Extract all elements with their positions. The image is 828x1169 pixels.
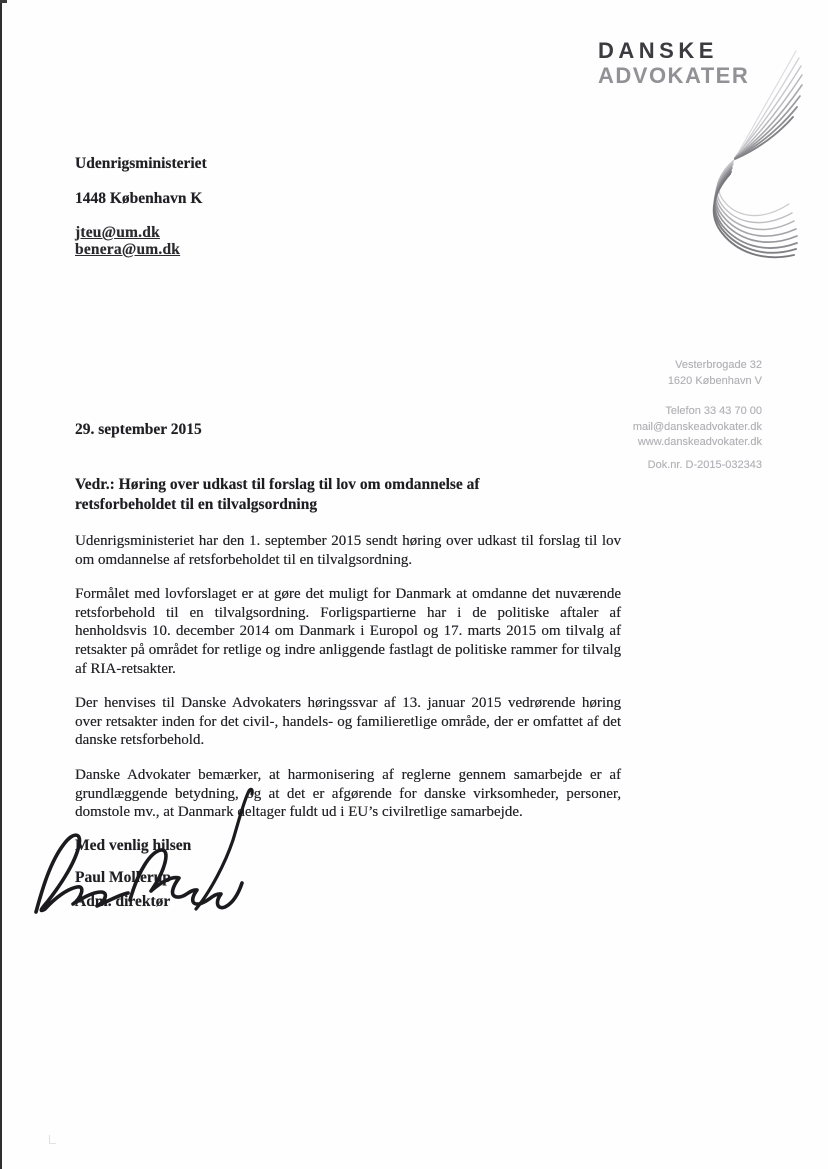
- signatory-title: Adm. direktør: [75, 893, 171, 910]
- sender-website: www.danskeadvokater.dk: [637, 436, 762, 448]
- sender-phone: Telefon 33 43 70 00: [665, 405, 762, 417]
- letter-body: [75, 532, 621, 838]
- closing-salutation: Med venlig hilsen: [75, 837, 192, 854]
- signatory-name: Paul Mollerup: [75, 869, 172, 886]
- scan-corner-artifact: [0, 0, 7, 3]
- letter-date: 29. september 2015: [75, 421, 202, 438]
- sender-contact-block: [633, 358, 762, 473]
- sender-email: mail@danskeadvokater.dk: [632, 420, 762, 433]
- logo-word-danske: DANSKE: [598, 38, 718, 63]
- sender-street: Vesterbrogade 32: [675, 359, 762, 371]
- quill-fan-icon: [703, 48, 805, 260]
- scan-edge-line: [0, 0, 2, 1169]
- logo-word-advokater: ADVOKATER: [598, 63, 750, 88]
- recipient-name: Udenrigsministeriet: [75, 155, 207, 172]
- paragraph-4: Danske Advokater bemærker, at harmonisering af reglerne gennem samarbejde er af grundlæggende betydning, og at det er afgørende for danske virksomheder, personer, domstole mv., at Danmark deltager fuldt ud i EU’s civilretlige samarbejde.: [75, 766, 621, 821]
- paragraph-1: Udenrigsministeriet har den 1. september 2015 sendt høring over udkast til forslag til lov om omdannelse af retsforbeholdet til en tilvalgsordning.: [75, 533, 621, 568]
- paragraph-2: Formålet med lovforslaget er at gøre det muligt for Danmark at omdanne det nuværende retsforbehold til en tilvalgsordning. Forligspartierne har i de politiske aftaler af henholdsvis 10. december 2014 om Danmark i Europol og 17. marts 2015 om tilvalg af retsakter på området for retlige og indre anliggende fastlagt de politiske rammer for tilvalg af RIA-retsakter.: [75, 586, 621, 677]
- sender-city: 1620 København V: [667, 374, 762, 387]
- scan-bottom-artifact: [49, 1135, 56, 1144]
- recipient-email-link-2[interactable]: benera@um.dk: [75, 241, 181, 258]
- paragraph-3: Der henvises til Danske Advokaters høringssvar af 13. januar 2015 vedrørende høring over retsakter inden for det civil-, handels- og familieretlige område, der er omfattet af det danske retsforbehold.: [75, 695, 621, 749]
- recipient-email-link-1[interactable]: jteu@um.dk: [75, 224, 160, 241]
- recipient-city: 1448 København K: [75, 190, 203, 207]
- letter-subject: Vedr.: Høring over udkast til forslag til lov om omdannelse af retsforbeholdet til en tilvalgsordning: [75, 476, 480, 513]
- document-number: Dok.nr. D-2015-032343: [647, 458, 762, 471]
